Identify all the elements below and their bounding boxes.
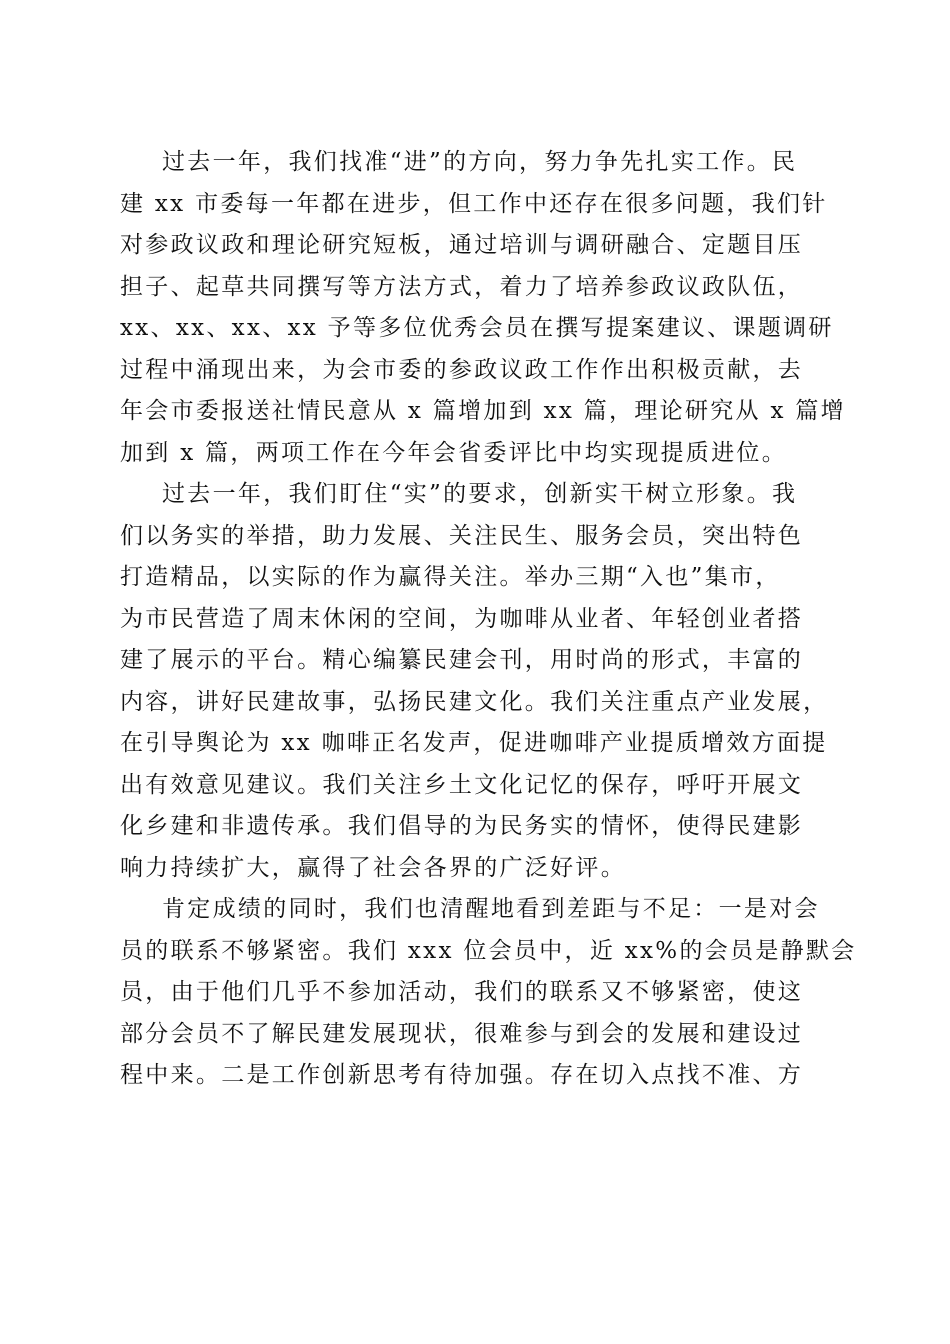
- text-line: 担子、起草共同撰写等方法方式，着力了培养参政议政队伍，: [120, 273, 804, 300]
- text-line: 肯定成绩的同时，我们也清醒地看到差距与不足：一是对会: [162, 896, 820, 922]
- paragraph-2: [120, 474, 830, 889]
- text-line: 为市民营造了周末休闲的空间，为咖啡从业者、年轻创业者搭: [120, 605, 804, 632]
- text-line: 化乡建和非遗传承。我们倡导的为民务实的情怀，使得民建影: [120, 813, 804, 839]
- text-line: 响力持续扩大，赢得了社会各界的广泛好评。: [120, 854, 626, 881]
- text-line: 员的联系不够紧密。我们 xxx 位会员中，近 xx%的会员是静默会: [120, 937, 857, 964]
- text-line: 程中来。二是工作创新思考有待加强。存在切入点找不准、方: [120, 1062, 804, 1088]
- text-line: 过去一年，我们找准“进”的方向，努力争先扎实工作。民: [162, 149, 798, 175]
- text-line: 年会市委报送社情民意从 x 篇增加到 xx 篇，理论研究从 x 篇增: [120, 398, 846, 424]
- paragraph-3: [120, 889, 857, 1097]
- text-line: 打造精品，以实际的作为赢得关注。举办三期“入也”集市，: [120, 564, 781, 590]
- text-line: 过程中涌现出来，为会市委的参政议政工作作出积极贡献，去: [120, 356, 804, 383]
- text-line: 内容，讲好民建故事，弘扬民建文化。我们关注重点产业发展，: [120, 688, 829, 715]
- text-line: 员，由于他们几乎不参加活动，我们的联系又不够紧密，使这: [120, 979, 804, 1005]
- text-line: 加到 x 篇，两项工作在今年会省委评比中均实现提质进位。: [120, 439, 787, 466]
- text-line: 过去一年，我们盯住“实”的要求，创新实干树立形象。我: [162, 481, 798, 507]
- text-line: 建 xx 市委每一年都在进步，但工作中还存在很多问题，我们针: [120, 190, 828, 217]
- document-body: [120, 142, 857, 1097]
- text-line: 在引导舆论为 xx 咖啡正名发声，促进咖啡产业提质增效方面提: [120, 730, 828, 756]
- text-line: 出有效意见建议。我们关注乡土文化记忆的保存，呼吁开展文: [120, 771, 804, 798]
- text-line: 部分会员不了解民建发展现状，很难参与到会的发展和建设过: [120, 1020, 804, 1047]
- text-line: xx、xx、xx、xx 予等多位优秀会员在撰写提案建议、课题调研: [120, 315, 834, 341]
- paragraph-1: [120, 142, 846, 474]
- text-line: 建了展示的平台。精心编纂民建会刊，用时尚的形式，丰富的: [120, 647, 804, 673]
- text-line: 们以务实的举措，助力发展、关注民生、服务会员，突出特色: [120, 522, 804, 549]
- text-line: 对参政议政和理论研究短板，通过培训与调研融合、定题目压: [120, 232, 804, 258]
